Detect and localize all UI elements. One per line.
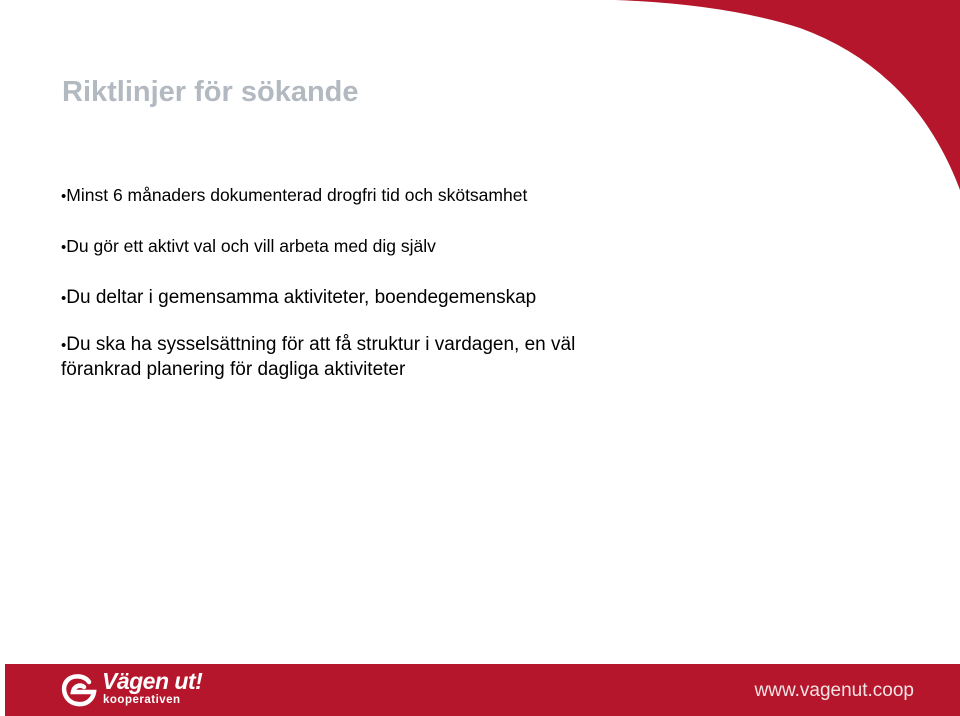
website-url[interactable]: www.vagenut.coop (754, 680, 914, 701)
logo-wordmark: Vägen ut! (102, 668, 203, 694)
bullet-dot: • (61, 337, 67, 354)
bullet-text: Du ska ha sysselsättning för att få struktur i vardagen, en väl förankrad planering för dagliga aktiviteter (61, 334, 576, 380)
logo-subtitle: kooperativen (103, 694, 181, 706)
bullet-text: Du gör ett aktivt val och vill arbeta med dig själv (66, 236, 436, 256)
brand-logo (57, 668, 207, 712)
slide-title: Riktlinjer för sökande (62, 76, 359, 108)
bullet-item (61, 333, 621, 382)
footer-bar (5, 664, 960, 716)
bullet-text: Minst 6 månaders dokumenterad drogfri tid och skötsamhet (66, 185, 528, 205)
bullet-dot: • (61, 239, 67, 256)
red-corner-decoration (615, 0, 960, 190)
bullet-list (61, 184, 621, 382)
bullet-item (61, 286, 621, 311)
bullet-item (61, 184, 621, 208)
bullet-item (61, 235, 621, 259)
bullet-dot: • (61, 290, 67, 307)
bullet-dot: • (61, 188, 67, 205)
bullet-text: Du deltar i gemensamma aktiviteter, boendegemenskap (66, 287, 537, 308)
spiral-e-logo-icon (57, 668, 101, 712)
